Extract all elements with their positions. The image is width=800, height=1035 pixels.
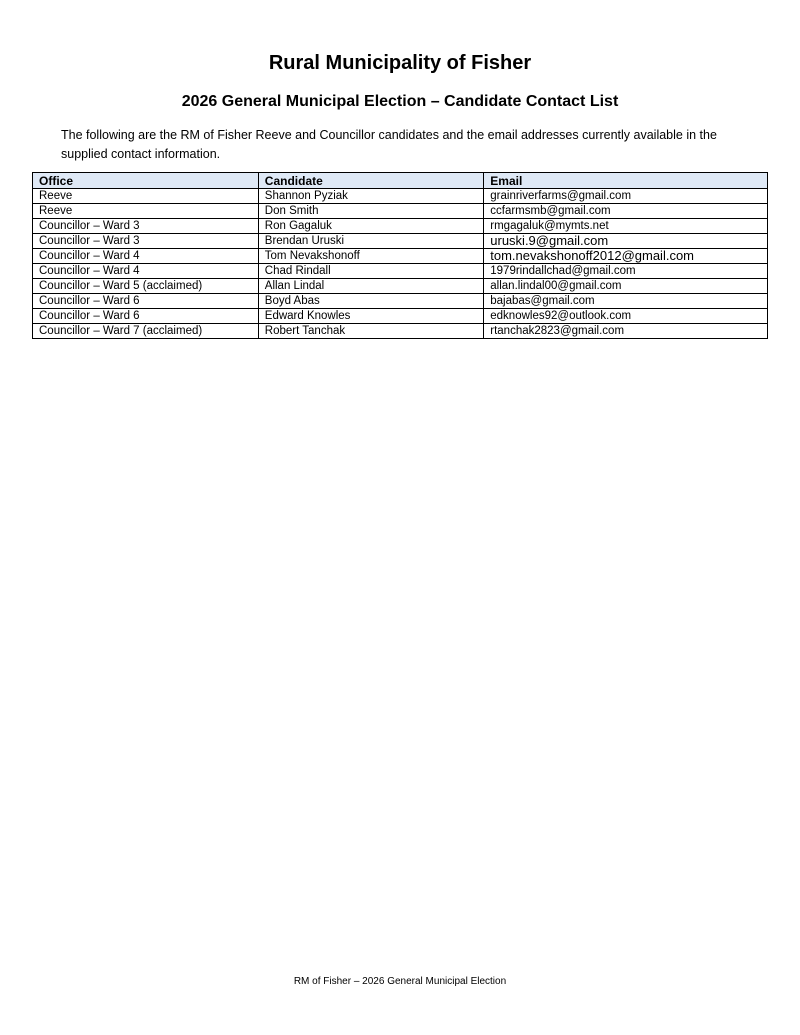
office-cell: Councillor – Ward 7 (acclaimed) bbox=[33, 324, 259, 339]
candidate-cell: Ron Gagaluk bbox=[258, 219, 483, 234]
email-cell[interactable]: bajabas@gmail.com bbox=[484, 294, 768, 309]
page-title: Rural Municipality of Fisher bbox=[268, 52, 532, 74]
table-row bbox=[33, 264, 768, 279]
table-row bbox=[33, 204, 768, 219]
office-cell: Reeve bbox=[33, 204, 259, 219]
office-cell: Councillor – Ward 4 bbox=[33, 249, 259, 264]
table-row bbox=[33, 309, 768, 324]
table-row bbox=[33, 189, 768, 204]
candidate-cell: Brendan Uruski bbox=[258, 234, 483, 249]
office-cell: Councillor – Ward 6 bbox=[33, 309, 259, 324]
page-subtitle: 2026 General Municipal Election – Candidate Contact List bbox=[181, 93, 619, 110]
office-cell: Councillor – Ward 5 (acclaimed) bbox=[33, 279, 259, 294]
email-cell[interactable]: grainriverfarms@gmail.com bbox=[484, 189, 768, 204]
office-cell: Councillor – Ward 3 bbox=[33, 234, 259, 249]
office-cell: Councillor – Ward 4 bbox=[33, 264, 259, 279]
email-cell[interactable]: rtanchak2823@gmail.com bbox=[484, 324, 768, 339]
header-office: Office bbox=[33, 173, 259, 189]
candidate-cell: Tom Nevakshonoff bbox=[258, 249, 483, 264]
candidate-cell: Edward Knowles bbox=[258, 309, 483, 324]
candidate-cell: Robert Tanchak bbox=[258, 324, 483, 339]
table-row bbox=[33, 294, 768, 309]
email-cell[interactable]: ccfarmsmb@gmail.com bbox=[484, 204, 768, 219]
table-row bbox=[33, 234, 768, 249]
intro-paragraph: The following are the RM of Fisher Reeve and Councillor candidates and the email addresses currently available in the supplied contact information. bbox=[61, 128, 717, 161]
table-row bbox=[33, 324, 768, 339]
email-cell[interactable]: allan.lindal00@gmail.com bbox=[484, 279, 768, 294]
email-cell[interactable]: edknowles92@outlook.com bbox=[484, 309, 768, 324]
header-candidate: Candidate bbox=[258, 173, 483, 189]
email-cell[interactable]: tom.nevakshonoff2012@gmail.com bbox=[484, 249, 768, 264]
email-cell[interactable]: 1979rindallchad@gmail.com bbox=[484, 264, 768, 279]
office-cell: Councillor – Ward 3 bbox=[33, 219, 259, 234]
email-cell[interactable]: uruski.9@gmail.com bbox=[484, 234, 768, 249]
candidate-cell: Don Smith bbox=[258, 204, 483, 219]
table-row bbox=[33, 279, 768, 294]
candidate-cell: Allan Lindal bbox=[258, 279, 483, 294]
header-email: Email bbox=[484, 173, 768, 189]
candidate-cell: Shannon Pyziak bbox=[258, 189, 483, 204]
office-cell: Reeve bbox=[33, 189, 259, 204]
office-cell: Councillor – Ward 6 bbox=[33, 294, 259, 309]
email-cell[interactable]: rmgagaluk@mymts.net bbox=[484, 219, 768, 234]
page-footer: RM of Fisher – 2026 General Municipal Election bbox=[293, 976, 507, 987]
candidate-table bbox=[32, 172, 768, 339]
table-row bbox=[33, 249, 768, 264]
table-header-row bbox=[33, 173, 768, 189]
table-row bbox=[33, 219, 768, 234]
candidate-cell: Chad Rindall bbox=[258, 264, 483, 279]
candidate-cell: Boyd Abas bbox=[258, 294, 483, 309]
